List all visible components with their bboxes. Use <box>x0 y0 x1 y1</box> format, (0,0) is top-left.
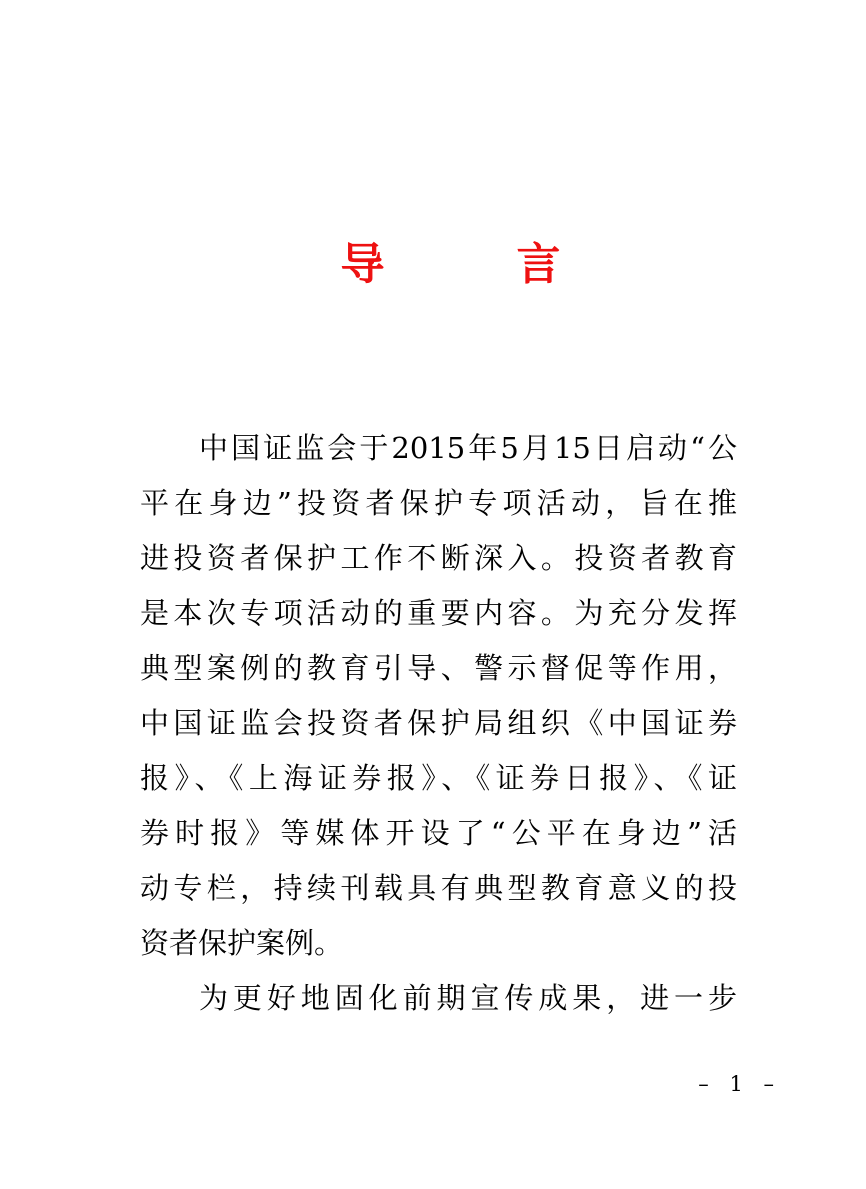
body-line: 券时报》等媒体开设了“公平在身边”活 <box>140 816 737 850</box>
body-line: 为更好地固化前期宣传成果，进一步 <box>199 981 737 1015</box>
body-line: 报》、《上海证券报》、《证券日报》、《证 <box>140 761 737 795</box>
body-line: 典型案例的教育引导、警示督促等作用， <box>140 651 737 685</box>
body-line: 是本次专项活动的重要内容。为充分发挥 <box>140 596 737 630</box>
body-line: 动专栏，持续刊载具有典型教育意义的投 <box>140 871 737 905</box>
page-number: – 1 – <box>698 1072 774 1096</box>
body-line: 中国证监会于2015年5月15日启动“公 <box>199 431 737 465</box>
body-line: 进投资者保护工作不断深入。投资者教育 <box>140 541 737 575</box>
body-line: 平在身边”投资者保护专项活动，旨在推 <box>140 486 737 520</box>
body-line: 中国证监会投资者保护局组织《中国证券 <box>140 706 737 740</box>
page-title: 导 言 <box>340 239 561 290</box>
body-line: 资者保护案例。 <box>140 926 344 960</box>
body-text <box>140 421 737 1026</box>
